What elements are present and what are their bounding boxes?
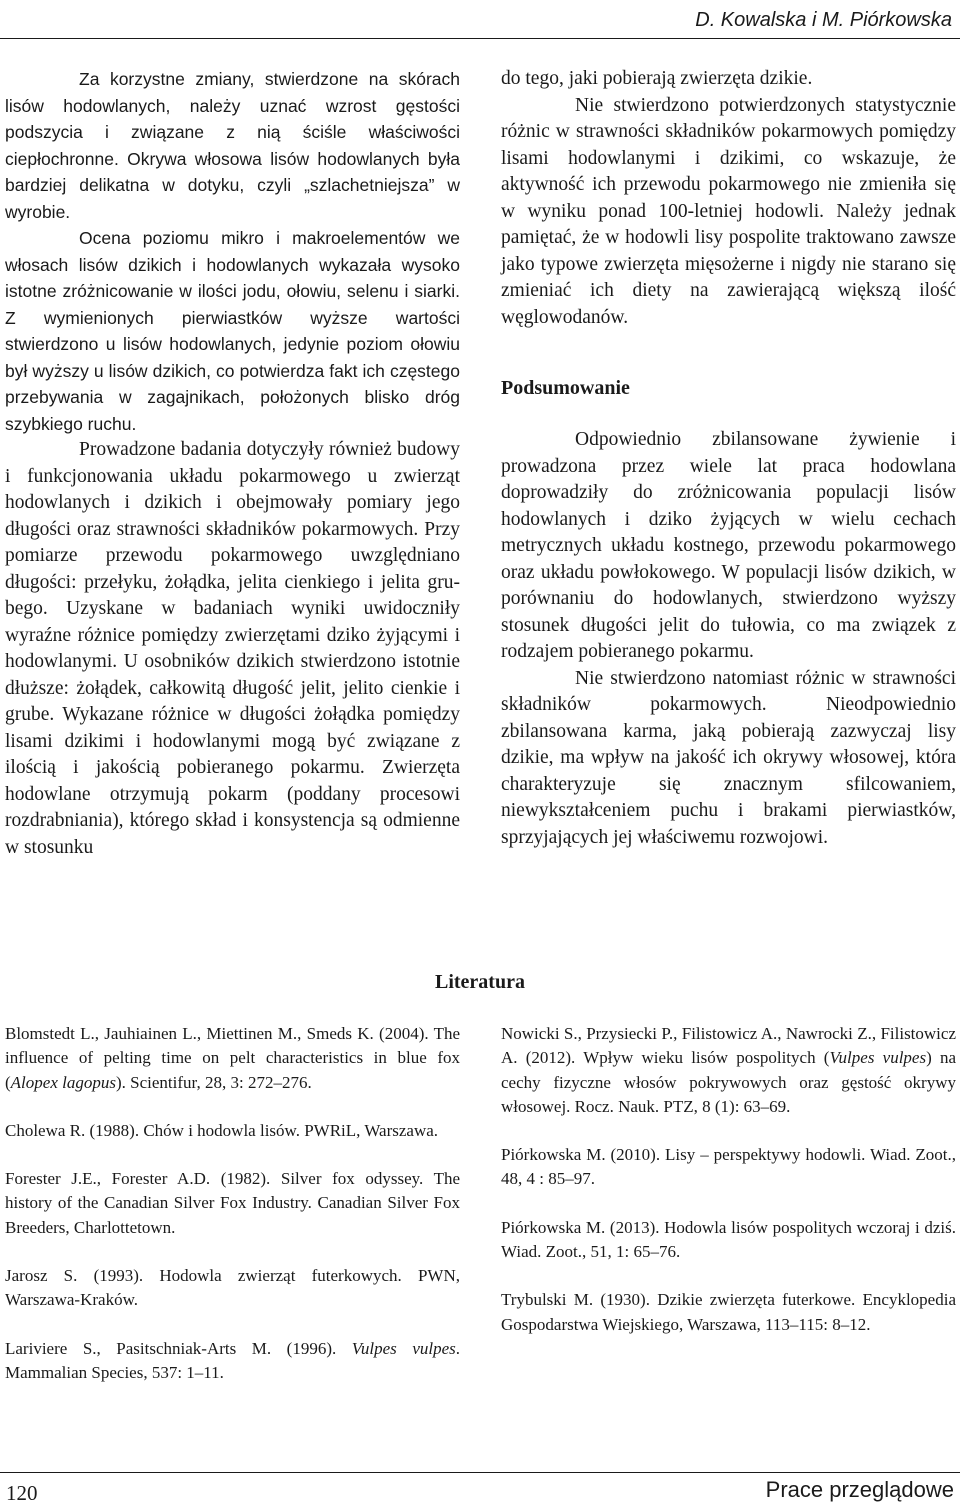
reference-text-tail: ) na cechy fizyczne włosów pokrywowych oraz gęstość okrywy włosowej. Rocz. Nauk. PTZ, 8 (1): 63–69. [501, 1048, 956, 1116]
reference-entry [501, 1022, 956, 1119]
footer-rule [0, 1472, 960, 1473]
paragraph-digestibility: Nie stwierdzono potwierdzonych statystycznie różnic w strawności składników pokarmowych pomiędzy lisami hodowlanymi i dzikimi, co wskazuje, że aktywność ich przewodu pokarmowego nie zmieniła się w wyniku ponad 100-letniej hodowli. Należy jednak pamiętać, że w hodowli lisy pospolite traktowano zawsze jako typowe zwierzęta mięsożerne i nigdy nie starano się zmieniać ich diety na zawierającą większą ilość węglowodanów. [501, 94, 956, 328]
running-head-authors: D. Kowalska i M. Piórkowska [695, 9, 952, 31]
reference-text: Blomstedt L., Jauhiainen L., Miettinen M., Smeds K. (2004). The influence of pelting time on pelt characteristics in blue fox ( [5, 1024, 460, 1092]
page-number: 120 [6, 1481, 38, 1505]
reference-text: Piórkowska M. (2010). Lisy – perspektywy hodowli. Wiad. Zoot., 48, 4 : 85–97. [501, 1145, 956, 1189]
reference-entry [5, 1022, 460, 1095]
literature-title: Literatura [435, 971, 525, 993]
reference-text-tail: . Mammalian Species, 537: 1–11. [5, 1338, 460, 1382]
references-right [501, 1022, 956, 1361]
reference-text: Lariviere S., Pasitschniak-Arts M. (1996). [5, 1338, 352, 1358]
reference-text: Nowicki S., Przysiecki P., Filistowicz A., Nawrocki Z., Filistowicz A. (2012). Wpływ wieku lisów pospolitych ( [501, 1024, 956, 1068]
reference-entry [501, 1216, 956, 1265]
reference-entry [5, 1167, 460, 1240]
reference-entry [5, 1337, 460, 1386]
reference-species-name: Alopex lagopus [10, 1072, 116, 1092]
reference-entry [501, 1288, 956, 1337]
reference-text: Forester J.E., Forester A.D. (1982). Silver fox odyssey. The history of the Canadian Silver Fox Industry. Canadian Silver Fox Breeders, Charlottetown. [5, 1169, 460, 1237]
paragraph-digestive-tract: Prowadzone badania dotyczyły również budowy i funkcjonowania układu pokarmowego u zwierząt hodowlanych i dzikich i obejmowały pomiary jego długości oraz strawności składników pokarmowych. Przy pomiarze przewodu pokarmowego uwzględniano długości: przełyku, żołądka, jelita cienkiego i jelita grubego. Uzyskane w badaniach wyniki uwidoczniły wyraźne różnice pomiędzy zwierzętami dziko żyjącymi i hodowlanymi. U osobników dzikich stwierdzono istotnie dłuższe: żołądek, całkowitą długość jelit, jelito cienkie i grube. Wykazane różnice w długości żołądka pomiędzy lisami dzikimi i hodowlanymi mogą być związane z ilością i jakością pobieranego pokarmu. Zwierzęta hodowlane otrzymują pokarm (poddany procesowi rozdrabniania), którego skład i konsystencja są odmienne w stosunku [5, 439, 460, 858]
reference-text: Jarosz S. (1993). Hodowla zwierząt futerkowych. PWN, Warszawa-Kraków. [5, 1266, 460, 1310]
reference-species-name: Vulpes vulpes [351, 1338, 456, 1358]
paragraph-continuation: do tego, jaki pobierają zwierzęta dzikie. [501, 68, 813, 89]
reference-text: Cholewa R. (1988). Chów i hodowla lisów. PWRiL, Warszawa. [5, 1120, 439, 1140]
journal-name: Prace przeglądowe [765, 1477, 954, 1502]
reference-entry [5, 1264, 460, 1313]
sans-text-block [5, 66, 460, 437]
paragraph-fur-changes: Za korzystne zmiany, stwierdzone na skórach lisów hodowlanych, należy uznać wzrost gęstości podszycia i związane z nią ściśle właściwości ciepłochronne. Okrywa włosowa lisów hodowlanych była bardziej delikatna w dotyku, czyli „szlachetniejsza” w wyrobie. [5, 69, 460, 222]
section-title-summary: Podsumowanie [501, 377, 630, 399]
reference-entry [5, 1119, 460, 1143]
reference-text: Trybulski M. (1930). Dzikie zwierzęta futerkowe. Encyklopedia Gospodarstwa Wiejskiego, Warszawa, 113–115: 8–12. [501, 1290, 956, 1334]
header-rule [0, 38, 960, 39]
paragraph-summary-1: Odpowiednio zbilansowane żywienie i prowadzona przez wiele lat praca hodowlana doprowadziły do zróżnicowania populacji lisów hodowlanych i dziko żyjących w wielu cechach metrycznych układu kostnego, przewodu pokarmowego oraz układu powłokowego. W populacji lisów dzikich, w porównaniu do hodowlanych, stwierdzono wyższy stosunek długości jelit do tułowia, co ma związek z rodzajem pobieranego pokarmu. [501, 429, 956, 662]
right-column [501, 66, 956, 851]
reference-text-tail: ). Scientifur, 28, 3: 272–276. [115, 1072, 312, 1092]
left-column [5, 66, 460, 861]
reference-entry [501, 1143, 956, 1192]
paragraph-elements: Ocena poziomu mikro i makroelementów we włosach lisów dzikich i hodowlanych wykazała wysoko istotne zróżnicowanie w ilości jodu, ołowiu, selenu i siarki. Z wymienionych pierwiastków wyższe wartości stwierdzono u lisów hodowlanych, jedynie poziom ołowiu był wyższy u lisów dzikich, co potwierdza fakt ich częstego przebywania w zagajnikach, położonych blisko dróg szybkiego ruchu. [5, 228, 460, 434]
paragraph-summary-2: Nie stwierdzono natomiast różnic w strawności składników pokarmowych. Nieodpowiednio zbilansowana karma, jaką pobierają zazwyczaj lisy dzikie, ma wpływ na jakość ich okrywy włosowej, która charakteryzuje się znacznym sfilcowaniem, niewykształceniem puchu i brakami pierwiastków, sprzyjających jej właściwemu rozwojowi. [501, 667, 956, 848]
reference-species-name: Vulpes vulpes [829, 1048, 927, 1068]
serif-text-block [5, 437, 460, 861]
references-left [5, 1022, 460, 1409]
reference-text: Piórkowska M. (2013). Hodowla lisów pospolitych wczoraj i dziś. Wiad. Zoot., 51, 1: 65–76. [501, 1217, 956, 1262]
